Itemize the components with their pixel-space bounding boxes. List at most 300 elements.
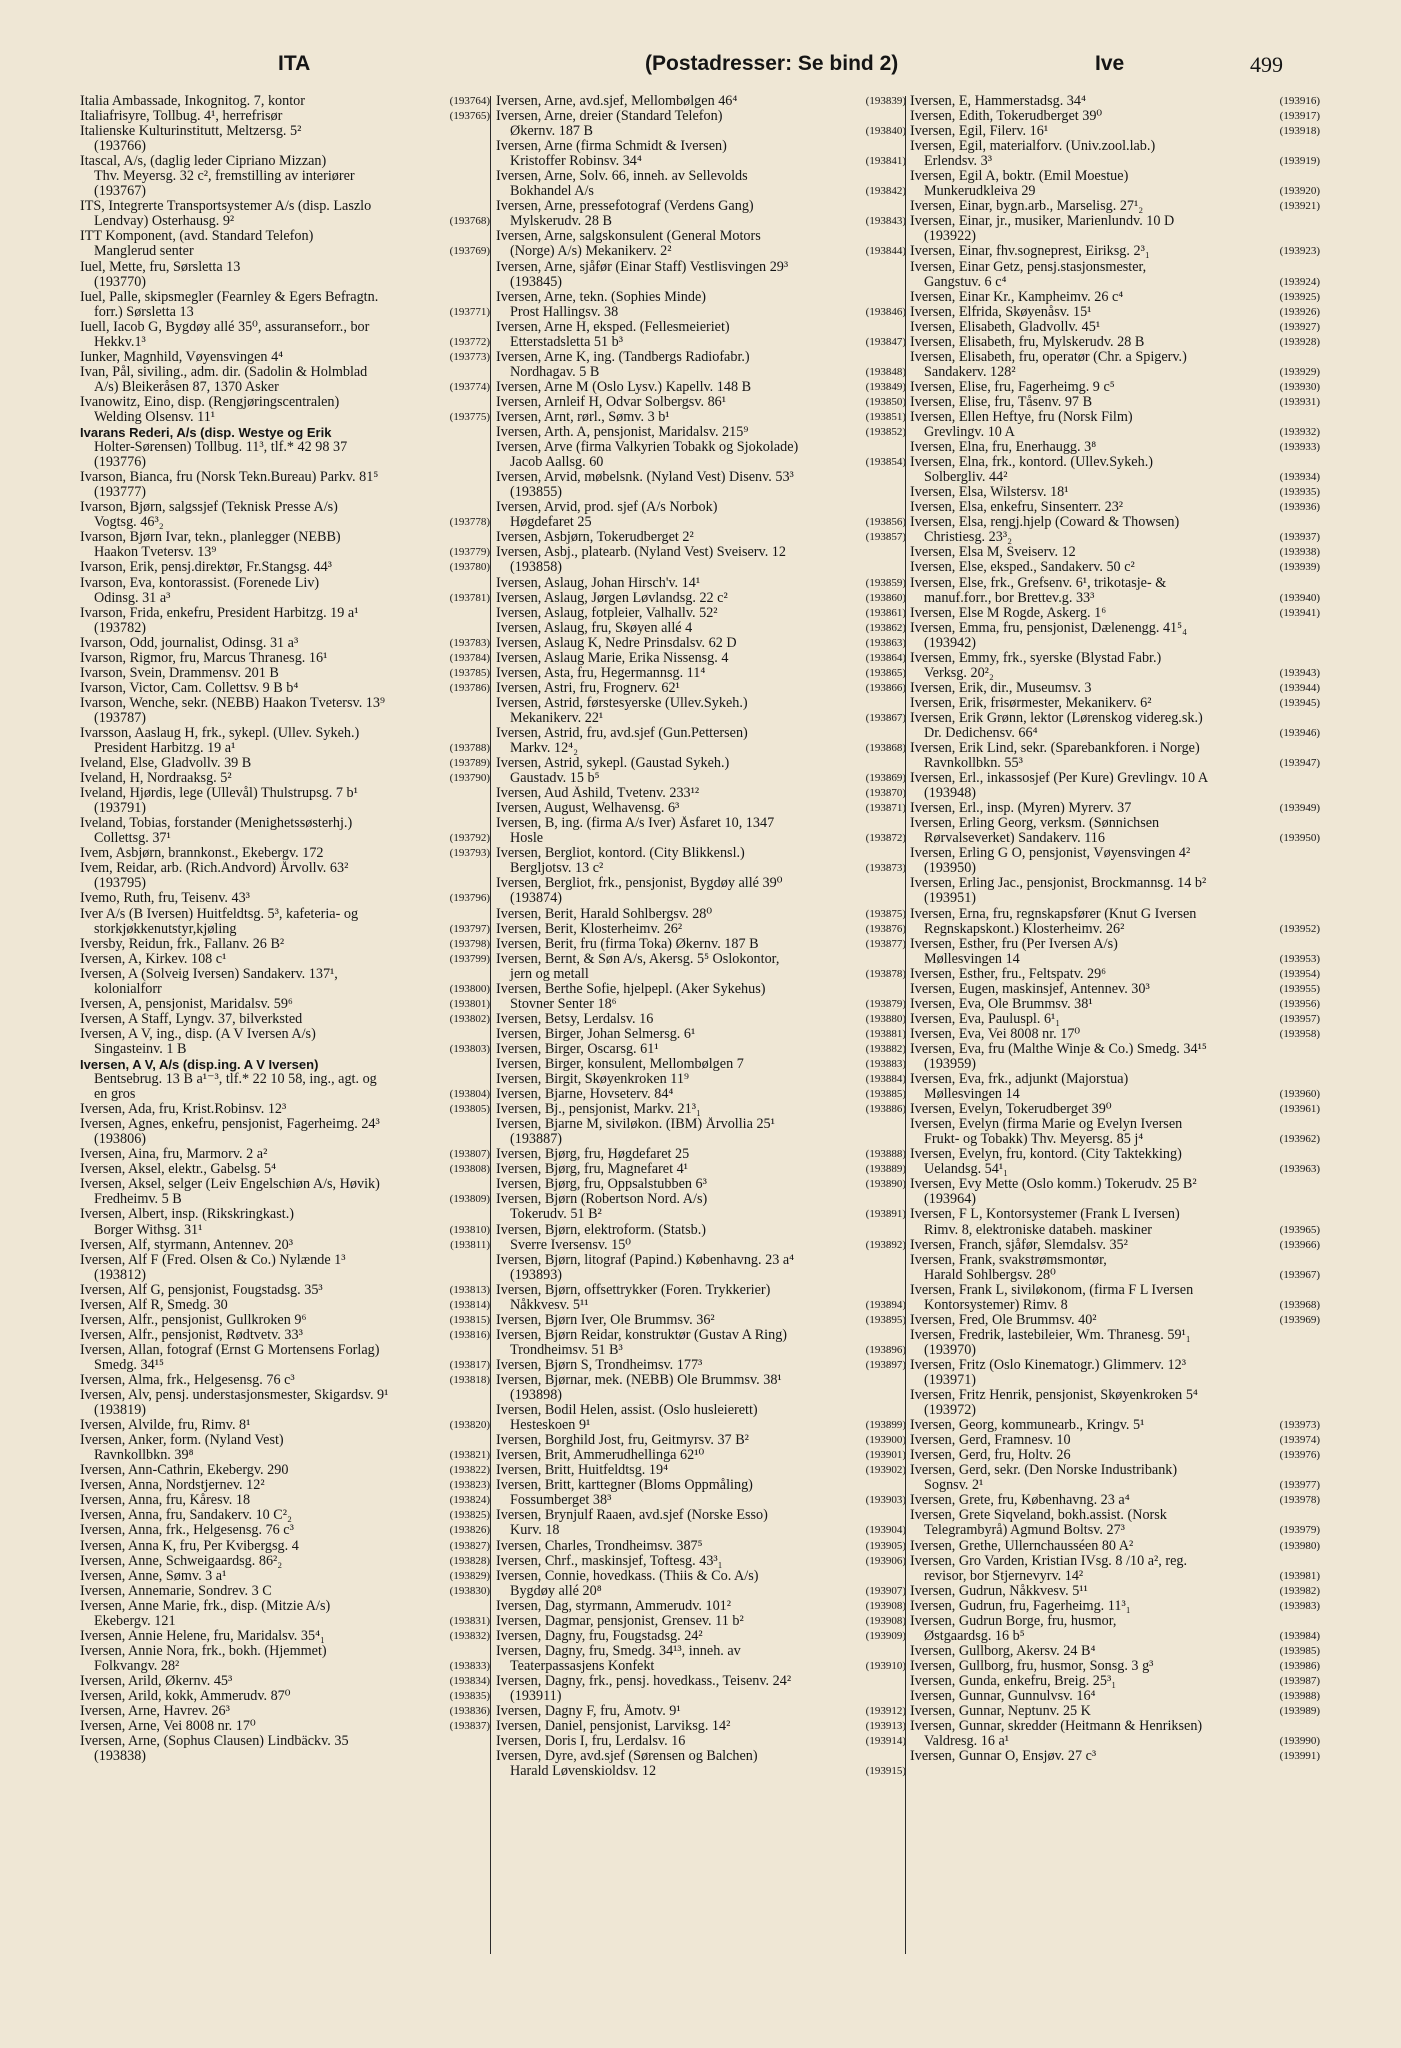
entry-number: (193828) — [449, 1554, 490, 1567]
entry-text: Lendvay) Osterhausg. 9² — [94, 214, 235, 230]
directory-entry-line — [910, 109, 1320, 124]
entry-text: Frukt- og Tobakk) Thv. Meyersg. 85 j⁴ — [924, 1132, 1144, 1148]
directory-entry-line — [910, 1343, 1320, 1358]
entry-number: (193886) — [865, 1103, 906, 1116]
directory-entry-line — [80, 1614, 490, 1629]
directory-entry-line — [496, 1644, 906, 1659]
entry-text: Hosle — [510, 831, 544, 847]
entry-number: (193850) — [865, 395, 906, 408]
entry-number: (193832) — [449, 1629, 490, 1642]
directory-entry-line — [910, 1523, 1320, 1538]
directory-entry-line — [80, 1704, 490, 1719]
entry-text: Iversen, Asbjørn, Tokerudberget 2² — [496, 530, 694, 546]
entry-number: (193945) — [1279, 696, 1320, 709]
entry-text: Jacob Aallsg. 60 — [510, 455, 604, 471]
entry-number: (193833) — [449, 1659, 490, 1672]
directory-entry-line — [80, 500, 490, 515]
directory-entry-line — [80, 229, 490, 244]
directory-entry-line — [80, 1283, 490, 1298]
entry-text: (193795) — [94, 876, 147, 892]
entry-number: (193765) — [449, 110, 490, 123]
directory-entry-line — [496, 952, 906, 967]
entry-text: (193874) — [510, 891, 563, 907]
directory-entry-line — [496, 1223, 906, 1238]
entry-text: (193951) — [924, 891, 977, 907]
entry-text: (193972) — [924, 1403, 977, 1419]
directory-entry-line — [496, 350, 906, 365]
entry-text: Ravnkollbkn. 55³ — [924, 756, 1023, 772]
entry-text: Iversen, Bergliot, kontord. (City Blikkensl.) — [496, 846, 745, 862]
entry-number: (193937) — [1279, 531, 1320, 544]
entry-text: Singasteinv. 1 B — [94, 1041, 187, 1057]
directory-entry-line — [910, 1147, 1320, 1162]
entry-text: Iversen, Borghild Jost, fru, Geitmyrsv. 37 B² — [496, 1433, 749, 1449]
directory-entry-line — [496, 500, 906, 515]
entry-text: Iversen, Arne, avd.sjef, Mellombølgen 46⁴ — [496, 94, 738, 109]
entry-text: Iversen, Einar Getz, pensj.stasjonsmester, — [910, 259, 1147, 275]
entry-text: Ivarson, Wenche, sekr. (NEBB) Haakon Tvetersv. 13⁹ — [80, 695, 385, 711]
entry-number: (193977) — [1279, 1479, 1320, 1492]
entry-number: (193823) — [449, 1479, 490, 1492]
entry-text: Iversen, Einar, jr., musiker, Marienlundv. 10 D — [910, 214, 1175, 230]
entry-text: Iversen, Aksel, elektr., Gabelsg. 5⁴ — [80, 1162, 277, 1178]
directory-column-1 — [80, 94, 490, 1764]
entry-text: Iversen, Anna, fru, Sandakerv. 10 C²₂ — [80, 1508, 292, 1524]
entry-text: Prost Hallingsv. 38 — [510, 304, 619, 320]
directory-entry-line — [80, 1644, 490, 1659]
entry-number: (193871) — [865, 802, 906, 815]
directory-entry-line — [910, 1749, 1320, 1764]
directory-entry-line — [910, 1734, 1320, 1749]
directory-entry-line — [910, 1629, 1320, 1644]
directory-entry-line — [910, 1328, 1320, 1343]
entry-text: Iversen, Fritz Henrik, pensjonist, Skøyenkroken 5⁴ — [910, 1388, 1198, 1404]
directory-entry-line — [910, 801, 1320, 816]
directory-entry-line — [910, 1674, 1320, 1689]
entry-text: Iversen, Bjørn, litograf (Papind.) Københavng. 23 a⁴ — [496, 1252, 795, 1268]
entry-text: Iversen, Aslaug, fotpleier, Valhallv. 52² — [496, 605, 718, 621]
directory-entry-line — [80, 199, 490, 214]
directory-entry-line — [496, 530, 906, 545]
entry-text: Iversen, Bj., pensjonist, Markv. 21³₁ — [496, 1102, 701, 1118]
directory-entry-line — [910, 1554, 1320, 1569]
directory-entry-line — [496, 786, 906, 801]
entry-text: Iversen, Eva, frk., adjunkt (Majorstua) — [910, 1072, 1129, 1088]
entry-text: Iversen, Gudrun Borge, fru, husmor, — [910, 1613, 1117, 1629]
entry-text: Iversen, Eva, Ole Brummsv. 38¹ — [910, 996, 1093, 1012]
directory-entry-line — [80, 1207, 490, 1222]
directory-entry-line — [496, 831, 906, 846]
entry-number: (193984) — [1279, 1629, 1320, 1642]
directory-entry-line — [910, 320, 1320, 335]
entry-text: Ivarson, Victor, Cam. Collettsv. 9 B b⁴ — [80, 680, 299, 696]
entry-text: Iversen, Annie Nora, frk., bokh. (Hjemmet) — [80, 1643, 327, 1659]
entry-number: (193989) — [1279, 1705, 1320, 1718]
entry-text: Iversen, Gunnar O, Ensjøv. 27 c³ — [910, 1749, 1097, 1765]
directory-entry-line — [80, 154, 490, 169]
entry-text: Iversen, Alf G, pensjonist, Fougstadsg. 35³ — [80, 1282, 323, 1298]
entry-number: (193843) — [865, 215, 906, 228]
entry-text: Kontorsystemer) Rimv. 8 — [924, 1297, 1068, 1313]
entry-number: (193829) — [449, 1569, 490, 1582]
directory-entry-line — [910, 440, 1320, 455]
directory-entry-line — [496, 1539, 906, 1554]
entry-number: (193928) — [1279, 335, 1320, 348]
entry-text: Iversen, Anne, Sømv. 3 a¹ — [80, 1568, 227, 1584]
entry-number: (193809) — [449, 1193, 490, 1206]
directory-entry-line — [910, 244, 1320, 259]
entry-text: Sverre Iversensv. 15⁰ — [510, 1237, 631, 1253]
entry-number: (193914) — [865, 1735, 906, 1748]
directory-entry-line — [496, 485, 906, 500]
directory-entry-line — [910, 425, 1320, 440]
entry-number: (193840) — [865, 125, 906, 138]
entry-text: Iversen, Berthe Sofie, hjelpepl. (Aker Sykehus) — [496, 981, 766, 997]
entry-number: (193803) — [449, 1042, 490, 1055]
entry-number: (193876) — [865, 922, 906, 935]
directory-entry-line — [80, 560, 490, 575]
directory-entry-line — [496, 816, 906, 831]
entry-number: (193976) — [1279, 1449, 1320, 1462]
entry-text: Erlendsv. 3³ — [924, 154, 992, 170]
entry-number: (193883) — [865, 1058, 906, 1070]
directory-entry-line — [496, 1508, 906, 1523]
entry-text: Iversen, Bjørn S, Trondheimsv. 177³ — [496, 1357, 703, 1373]
entry-text: Iversen, Arth. A, pensjonist, Maridalsv. 215⁹ — [496, 425, 749, 441]
directory-entry-line — [496, 997, 906, 1012]
directory-entry-line — [910, 1253, 1320, 1268]
directory-entry-line — [496, 1478, 906, 1493]
entry-text: Iversen, Eva, Pauluspl. 6¹₁ — [910, 1011, 1061, 1027]
directory-entry-line — [496, 305, 906, 320]
entry-number: (193930) — [1279, 380, 1320, 393]
directory-entry-line — [80, 1478, 490, 1493]
entry-text: Iversen, Bjørn (Robertson Nord. A/s) — [496, 1192, 708, 1208]
entry-number: (193864) — [865, 651, 906, 664]
entry-number: (193960) — [1279, 1088, 1320, 1101]
entry-number: (193870) — [865, 787, 906, 800]
entry-text: Solbergliv. 44² — [924, 470, 1008, 486]
entry-text: Iversen, Ada, fru, Krist.Robinsv. 12³ — [80, 1102, 287, 1118]
entry-text: Iversen, Elisabeth, fru, operatør (Chr. a Spigerv.) — [910, 349, 1187, 365]
directory-entry-line — [910, 1644, 1320, 1659]
directory-entry-line — [496, 1569, 906, 1584]
entry-text: Iveland, H, Nordraaksg. 5² — [80, 771, 232, 787]
entry-text: Iversen, Ellen Heftye, fru (Norsk Film) — [910, 409, 1133, 425]
directory-entry-line — [910, 1403, 1320, 1418]
directory-entry-line — [496, 1177, 906, 1192]
directory-entry-line — [80, 666, 490, 681]
entry-number: (193986) — [1279, 1659, 1320, 1672]
entry-text: Iversen, Dagny F, fru, Åmotv. 9¹ — [496, 1704, 681, 1720]
entry-text: Holter-Sørensen) Tollbug. 11³, tlf.* 42 98 37 — [94, 440, 348, 456]
directory-entry-line — [80, 756, 490, 771]
directory-entry-line — [910, 967, 1320, 982]
entry-text: Iversen, Birger, Johan Selmersg. 6¹ — [496, 1026, 696, 1042]
directory-entry-line — [910, 922, 1320, 937]
entry-number: (193804) — [449, 1088, 490, 1101]
directory-entry-line — [80, 305, 490, 320]
directory-entry-line — [80, 1102, 490, 1117]
directory-entry-line — [910, 485, 1320, 500]
entry-number: (193846) — [865, 305, 906, 318]
entry-text: Smedg. 34¹⁵ — [94, 1357, 164, 1373]
entry-text: Iversen, Fred, Ole Brummsv. 40² — [910, 1312, 1097, 1328]
directory-entry-line — [910, 199, 1320, 214]
directory-entry-line — [910, 1177, 1320, 1192]
directory-entry-line — [910, 530, 1320, 545]
directory-entry-line — [80, 937, 490, 952]
entry-text: Iversen, Evelyn (firma Marie og Evelyn Iversen — [910, 1117, 1183, 1133]
directory-entry-line — [910, 696, 1320, 711]
directory-entry-line — [910, 1072, 1320, 1087]
entry-text: Ivarson, Rigmor, fru, Marcus Thranesg. 16¹ — [80, 650, 328, 666]
directory-entry-line — [80, 1719, 490, 1734]
entry-number: (193810) — [449, 1223, 490, 1236]
directory-entry-line — [80, 1162, 490, 1177]
directory-entry-line — [80, 816, 490, 831]
directory-entry-line — [910, 982, 1320, 997]
directory-entry-line — [910, 154, 1320, 169]
entry-number: (193889) — [865, 1163, 906, 1176]
entry-text: Iversen, Evy Mette (Oslo komm.) Tokerudv. 25 B² — [910, 1177, 1197, 1193]
entry-number: (193779) — [449, 546, 490, 559]
directory-entry-line — [80, 606, 490, 621]
entry-number: (193921) — [1279, 200, 1320, 213]
directory-entry-line — [496, 1343, 906, 1358]
entry-text: Iversen, Bjørn Reidar, konstruktør (Gustav A Ring) — [496, 1327, 788, 1343]
directory-entry-line — [910, 952, 1320, 967]
entry-text: Iversen, Frank L, siviløkonom, (firma F L Iversen — [910, 1282, 1194, 1298]
entry-text: Iversen, Else, frk., Grefsenv. 6¹, trikotasje- & — [910, 575, 1167, 591]
entry-text: Møllesvingen 14 — [924, 1087, 1020, 1103]
entry-text: Ivarson, Svein, Drammensv. 201 B — [80, 665, 279, 681]
entry-text: Fredheimv. 5 B — [94, 1192, 182, 1208]
directory-entry-line — [80, 1313, 490, 1328]
directory-entry-line — [496, 470, 906, 485]
directory-entry-line — [80, 1027, 490, 1042]
entry-text: Iversen, Arne (firma Schmidt & Iversen) — [496, 139, 727, 155]
entry-number: (193982) — [1279, 1584, 1320, 1597]
entry-text: Iversen, E, Hammerstadsg. 34⁴ — [910, 94, 1086, 109]
entry-number: (193933) — [1279, 441, 1320, 454]
entry-number: (193877) — [865, 937, 906, 950]
directory-entry-line — [80, 455, 490, 470]
directory-entry-line — [80, 1448, 490, 1463]
entry-number: (193775) — [449, 410, 490, 423]
directory-entry-line — [80, 184, 490, 199]
entry-number: (193990) — [1279, 1735, 1320, 1748]
directory-entry-line — [496, 1689, 906, 1704]
directory-entry-line — [910, 1508, 1320, 1523]
directory-entry-line — [910, 1704, 1320, 1719]
entry-text: forr.) Sørsletta 13 — [94, 304, 194, 320]
directory-entry-line — [496, 320, 906, 335]
directory-entry-line — [496, 410, 906, 425]
entry-number: (193771) — [449, 305, 490, 318]
entry-text: Iversen, Betsy, Lerdalsv. 16 — [496, 1011, 654, 1027]
directory-entry-line — [80, 320, 490, 335]
entry-text: Iversen, Erik Grønn, lektor (Lørenskog videreg.sk.) — [910, 710, 1203, 726]
entry-text: Iversen, Arne, pressefotograf (Verdens Gang) — [496, 199, 754, 215]
entry-text: Stovner Senter 18⁶ — [510, 996, 617, 1012]
directory-entry-line — [80, 726, 490, 741]
entry-text: Grevlingv. 10 A — [924, 425, 1015, 441]
directory-entry-line — [80, 982, 490, 997]
directory-entry-line — [496, 335, 906, 350]
entry-number: (193946) — [1279, 726, 1320, 739]
directory-entry-line — [80, 260, 490, 275]
entry-number: (193983) — [1279, 1599, 1320, 1612]
entry-number: (193896) — [865, 1343, 906, 1356]
entry-text: Regnskapskont.) Klosterheimv. 26² — [924, 921, 1125, 937]
entry-number: (193851) — [865, 410, 906, 423]
entry-number: (193802) — [449, 1012, 490, 1025]
entry-text: Dr. Dedichensv. 66⁴ — [924, 725, 1038, 741]
directory-entry-line — [910, 1614, 1320, 1629]
entry-number: (193901) — [865, 1449, 906, 1462]
entry-text: Iversen, Aslaug Marie, Erika Nissensg. 4 — [496, 650, 729, 666]
entry-text: Iversen, Anna, fru, Kåresv. 18 — [80, 1493, 251, 1509]
directory-entry-line — [496, 1448, 906, 1463]
entry-text: Bygdøy allé 20⁸ — [510, 1583, 602, 1599]
entry-text: Iversen, Gunnar, Neptunv. 25 K — [910, 1704, 1091, 1720]
entry-number: (193805) — [449, 1103, 490, 1116]
directory-entry-line — [496, 1584, 906, 1599]
directory-entry-line — [496, 214, 906, 229]
entry-text: Iversen, Bjørn, elektroform. (Statsb.) — [496, 1222, 706, 1238]
entry-text: Iversen, Fredrik, lastebileier, Wm. Thranesg. 59¹₁ — [910, 1327, 1191, 1343]
entry-text: Rørvalseverket) Sandakerv. 116 — [924, 831, 1105, 847]
entry-text: (193791) — [94, 801, 147, 817]
directory-entry-line — [80, 1087, 490, 1102]
entry-number: (193969) — [1279, 1313, 1320, 1326]
entry-number: (193764) — [449, 95, 490, 107]
directory-entry-line — [80, 1433, 490, 1448]
directory-entry-line — [80, 139, 490, 154]
directory-entry-line — [496, 1042, 906, 1057]
entry-number: (193900) — [865, 1434, 906, 1447]
entry-text: Iversen, Ann-Cathrin, Ekebergv. 290 — [80, 1463, 289, 1479]
directory-entry-line — [496, 139, 906, 154]
directory-entry-line — [496, 395, 906, 410]
directory-entry-line — [496, 1659, 906, 1674]
entry-number: (193966) — [1279, 1238, 1320, 1251]
header-left-keyword: ITA — [278, 52, 311, 75]
entry-text: Iversen, Bodil Helen, assist. (Oslo husleierett) — [496, 1403, 758, 1419]
entry-number: (193947) — [1279, 757, 1320, 770]
directory-entry-line — [80, 846, 490, 861]
directory-entry-line — [80, 1584, 490, 1599]
directory-entry-line — [496, 515, 906, 530]
directory-entry-line — [496, 666, 906, 681]
entry-text: Iversen, Elise, fru, Fagerheimg. 9 c⁵ — [910, 379, 1115, 395]
directory-entry-line — [910, 1373, 1320, 1388]
page-number: 499 — [1250, 52, 1283, 77]
directory-entry-line — [496, 124, 906, 139]
entry-number: (193902) — [865, 1464, 906, 1477]
entry-number: (193780) — [449, 561, 490, 574]
entry-text: Kristoffer Robinsv. 34⁴ — [510, 154, 642, 170]
entry-number: (193908) — [865, 1599, 906, 1612]
entry-text: (193922) — [924, 229, 977, 245]
directory-entry-line — [496, 1012, 906, 1027]
entry-text: Fossumberget 38³ — [510, 1493, 612, 1509]
entry-number: (193957) — [1279, 1012, 1320, 1025]
directory-entry-line — [80, 485, 490, 500]
directory-entry-line — [80, 1523, 490, 1538]
entry-text: ITS, Integrerte Transportsystemer A/s (disp. Laszlo — [80, 199, 372, 215]
entry-text: Ravnkollbkn. 39⁸ — [94, 1448, 194, 1464]
entry-text: Munkerudkleiva 29 — [924, 184, 1036, 200]
directory-entry-line — [910, 1102, 1320, 1117]
directory-entry-line — [910, 1042, 1320, 1057]
entry-text: Iversen, Egil, Filerv. 16¹ — [910, 124, 1049, 140]
directory-entry-line — [496, 861, 906, 876]
directory-entry-line — [496, 1192, 906, 1207]
directory-entry-line — [910, 816, 1320, 831]
entry-text: Iversen, Dagny, fru, Smedg. 34¹³, inneh. av — [496, 1643, 741, 1659]
entry-number: (193842) — [865, 185, 906, 198]
entry-text: Iversby, Reidun, frk., Fallanv. 26 B² — [80, 936, 285, 952]
entry-text: Iversen, Anne, Schweigaardsg. 86²₂ — [80, 1553, 283, 1569]
directory-entry-line — [80, 591, 490, 606]
entry-text: Iversen, Gunnar, Gunnulvsv. 16⁴ — [910, 1688, 1096, 1704]
directory-entry-line — [80, 952, 490, 967]
directory-entry-line — [910, 591, 1320, 606]
directory-entry-line — [80, 395, 490, 410]
directory-entry-line — [80, 967, 490, 982]
entry-text: Vogtsg. 46³₂ — [94, 515, 164, 531]
directory-entry-line — [910, 229, 1320, 244]
directory-entry-line — [496, 1358, 906, 1373]
entry-text: Iuel, Palle, skipsmegler (Fearnley & Egers Befragtn. — [80, 289, 379, 305]
entry-number: (193955) — [1279, 982, 1320, 995]
directory-entry-line — [910, 1298, 1320, 1313]
directory-entry-line — [910, 1418, 1320, 1433]
directory-entry-line — [80, 621, 490, 636]
entry-number: (193943) — [1279, 666, 1320, 679]
directory-entry-line — [496, 1253, 906, 1268]
entry-text: (193971) — [924, 1372, 977, 1388]
directory-entry-line — [80, 997, 490, 1012]
entry-number: (193808) — [449, 1163, 490, 1176]
entry-text: Uelandsg. 54¹₁ — [924, 1162, 1009, 1178]
entry-number: (193899) — [865, 1419, 906, 1432]
directory-entry-line — [910, 861, 1320, 876]
entry-number: (193929) — [1279, 365, 1320, 378]
directory-entry-line — [496, 1087, 906, 1102]
directory-entry-line — [910, 1057, 1320, 1072]
entry-text: Manglerud senter — [94, 244, 194, 260]
directory-entry-line — [80, 907, 490, 922]
directory-entry-line — [910, 1478, 1320, 1493]
entry-number: (193958) — [1279, 1027, 1320, 1040]
entry-text: Iversen, Berit, fru (firma Toka) Økernv. 187 B — [496, 936, 759, 952]
entry-number: (193854) — [865, 456, 906, 469]
directory-entry-line — [496, 440, 906, 455]
entry-text: (193948) — [924, 786, 977, 802]
entry-text: (193845) — [510, 274, 563, 290]
directory-entry-line — [80, 1132, 490, 1147]
directory-entry-line — [910, 1463, 1320, 1478]
directory-entry-line — [910, 606, 1320, 621]
directory-entry-line — [496, 922, 906, 937]
entry-text: Iversen, Arne, Solv. 66, inneh. av Sellevolds — [496, 169, 748, 185]
directory-entry-line — [496, 1734, 906, 1749]
directory-entry-line — [80, 786, 490, 801]
entry-number: (193961) — [1279, 1103, 1320, 1116]
